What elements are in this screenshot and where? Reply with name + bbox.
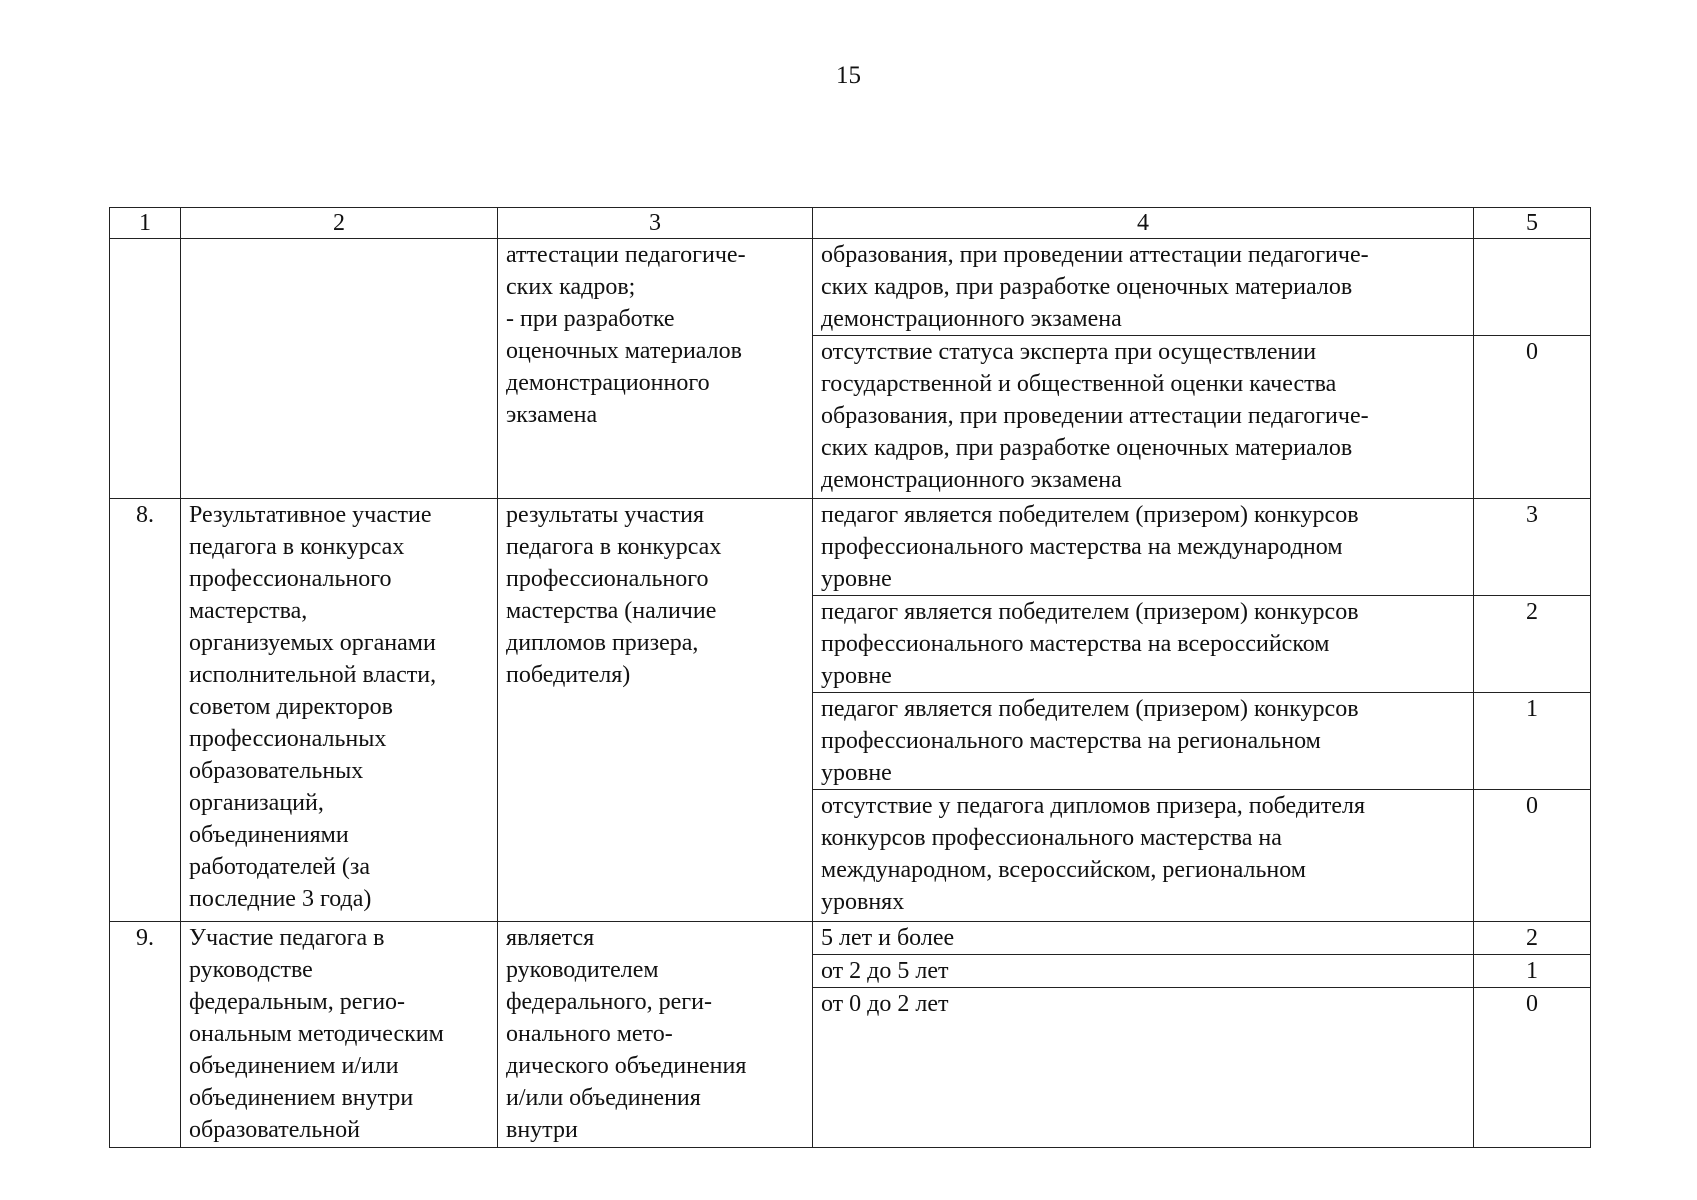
- score-cell: 1: [1474, 955, 1591, 988]
- indicator-cell: результаты участия педагога в конкурсах профессионального мастерства (наличие дипломов призера, победителя): [498, 499, 813, 922]
- criterion-description: 5 лет и более: [813, 922, 1474, 955]
- header-row: [110, 208, 1591, 239]
- page-number: 15: [836, 62, 861, 89]
- table-row: [110, 239, 1591, 336]
- criterion-name-cell: Участие педагога в руководстве федеральным, регио- ональным методическим объединением и/или объединением внутри образовательной: [181, 922, 498, 1148]
- criterion-name-cell: Результативное участие педагога в конкурсах профессионального мастерства, организуемых органами исполнительной власти, советом директоров профессиональных образовательных организаций, объединениями работодателей (за последние 3 года): [181, 499, 498, 922]
- column-header-4: 4: [813, 208, 1474, 239]
- criterion-description: педагог является победителем (призером) конкурсов профессионального мастерства на региональном уровне: [813, 693, 1474, 790]
- row-number-cell: 9.: [110, 922, 181, 1148]
- score-cell: 0: [1474, 988, 1591, 1148]
- column-header-2: 2: [181, 208, 498, 239]
- score-cell: 2: [1474, 922, 1591, 955]
- score-cell: 3: [1474, 499, 1591, 596]
- column-header-3: 3: [498, 208, 813, 239]
- score-cell: 0: [1474, 336, 1591, 499]
- criterion-description: отсутствие у педагога дипломов призера, победителя конкурсов профессионального мастерства на международном, всероссийском, региональном уровнях: [813, 790, 1474, 922]
- criterion-description: образования, при проведении аттестации педагогиче- ских кадров, при разработке оценочных материалов демонстрационного экзамена: [813, 239, 1474, 336]
- table-row: [110, 499, 1591, 596]
- table-row: [110, 922, 1591, 955]
- criterion-name-cell: [181, 239, 498, 499]
- row-number-cell: [110, 239, 181, 499]
- indicator-cell: аттестации педагогиче- ских кадров; - при разработке оценочных материалов демонстрационного экзамена: [498, 239, 813, 499]
- criteria-table: [109, 207, 1591, 1148]
- criterion-description: педагог является победителем (призером) конкурсов профессионального мастерства на международном уровне: [813, 499, 1474, 596]
- criterion-description: от 2 до 5 лет: [813, 955, 1474, 988]
- criterion-description: педагог является победителем (призером) конкурсов профессионального мастерства на всероссийском уровне: [813, 596, 1474, 693]
- criterion-description: отсутствие статуса эксперта при осуществлении государственной и общественной оценки качества образования, при проведении аттестации педагогиче- ских кадров, при разработке оценочных материалов демонстрационного экзамена: [813, 336, 1474, 499]
- row-number-cell: 8.: [110, 499, 181, 922]
- score-cell: 1: [1474, 693, 1591, 790]
- column-header-5: 5: [1474, 208, 1591, 239]
- criterion-description: от 0 до 2 лет: [813, 988, 1474, 1148]
- score-cell: [1474, 239, 1591, 336]
- score-cell: 0: [1474, 790, 1591, 922]
- score-cell: 2: [1474, 596, 1591, 693]
- column-header-1: 1: [110, 208, 181, 239]
- indicator-cell: является руководителем федерального, реги- онального мето- дического объединения и/или объединения внутри: [498, 922, 813, 1148]
